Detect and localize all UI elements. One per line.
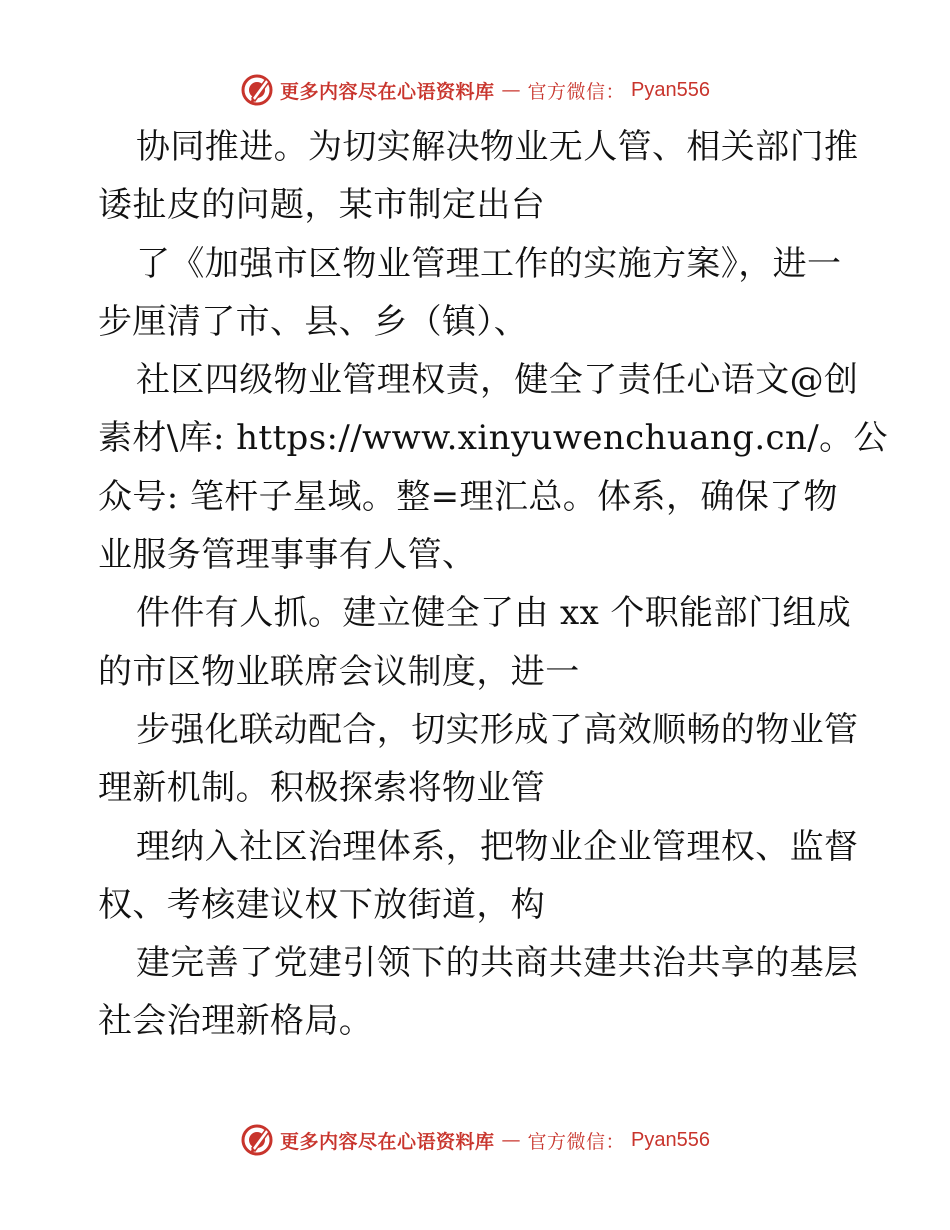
footer-banner — [0, 1120, 950, 1160]
header-wechat-id: Pyan556 — [631, 78, 710, 101]
text-line: 建完善了党建引领下的共商共建共治共享的基层 — [136, 943, 859, 984]
footer-wechat-id: Pyan556 — [631, 1128, 710, 1151]
text-line: 件件有人抓。建立健全了由 xx 个职能部门组成 — [136, 593, 852, 634]
footer-banner-dash: — — [501, 1129, 521, 1151]
header-banner — [0, 70, 950, 110]
text-line: 众号: 笔杆子星域。整=理汇总。体系，确保了物 — [98, 476, 838, 517]
header-banner-title: 更多内容尽在心语资料库 — [280, 80, 495, 103]
footer-banner-content — [240, 1123, 710, 1157]
text-line: 社会治理新格局。 — [98, 1001, 374, 1042]
pen-logo-icon — [240, 1123, 274, 1157]
footer-banner-title: 更多内容尽在心语资料库 — [280, 1130, 495, 1153]
pen-logo-icon — [240, 73, 274, 107]
footer-wechat-label: 官方微信： — [527, 1130, 626, 1153]
text-line: 社区四级物业管理权责，健全了责任心语文@创 — [136, 360, 859, 401]
header-wechat-label: 官方微信： — [527, 80, 626, 103]
text-line: 权、考核建议权下放街道，构 — [98, 884, 546, 925]
text-line: 步强化联动配合，切实形成了高效顺畅的物业管 — [136, 709, 859, 750]
text-line: 业服务管理事事有人管、 — [98, 535, 477, 576]
text-line: 了《加强市区物业管理工作的实施方案》，进一 — [136, 243, 842, 284]
text-line: 协同推进。为切实解决物业无人管、相关部门推 — [136, 127, 859, 167]
header-banner-dash: — — [501, 79, 521, 101]
text-line: 理纳入社区治理体系，把物业企业管理权、监督 — [136, 826, 859, 867]
document-body — [98, 118, 888, 1051]
header-banner-content — [240, 73, 710, 107]
text-line: 步厘清了市、县、乡（镇）、 — [98, 301, 529, 342]
text-line: 诿扯皮的问题，某市制定出台 — [98, 185, 546, 226]
text-line: 的市区物业联席会议制度，进一 — [98, 651, 580, 692]
text-line: 素材\库: https://www.xinyuwenchuang.cn/。公 — [98, 418, 888, 459]
text-line: 理新机制。积极探索将物业管 — [98, 768, 546, 809]
